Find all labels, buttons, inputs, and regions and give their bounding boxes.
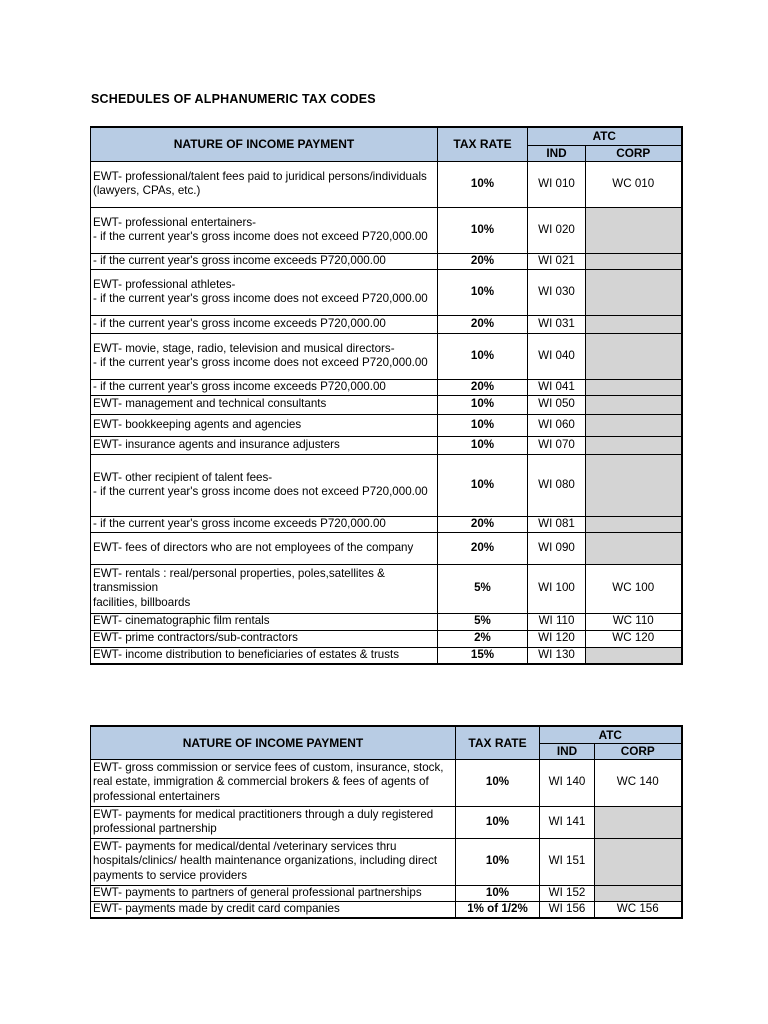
table-row: [91, 395, 682, 414]
nature-cell: EWT- prime contractors/sub-contractors: [91, 630, 438, 647]
atc-ind-cell: WI 050: [528, 395, 586, 414]
tax-rate-cell: 10%: [438, 269, 528, 315]
atc-corp-cell: [586, 532, 682, 564]
tax-rate-cell: 20%: [438, 253, 528, 269]
tax-code-table-1: [90, 126, 683, 665]
atc-ind-cell: WI 060: [528, 414, 586, 436]
nature-cell: EWT- insurance agents and insurance adjusters: [91, 436, 438, 454]
header-nature: NATURE OF INCOME PAYMENT: [91, 127, 438, 161]
table-row: [91, 454, 682, 516]
nature-cell: EWT- bookkeeping agents and agencies: [91, 414, 438, 436]
nature-cell: EWT- professional entertainers- - if the current year's gross income does not exceed P720,000.00: [91, 207, 438, 253]
table-row: [91, 901, 682, 918]
table-row: [91, 516, 682, 532]
nature-cell: EWT- rentals : real/personal properties, poles,satellites & transmission facilities, billboards: [91, 564, 438, 613]
atc-ind-cell: WI 130: [528, 647, 586, 664]
atc-corp-cell: WC 140: [595, 759, 682, 806]
tax-rate-cell: 5%: [438, 564, 528, 613]
atc-ind-cell: WI 140: [540, 759, 595, 806]
tax-rate-cell: 15%: [438, 647, 528, 664]
atc-ind-cell: WI 151: [540, 838, 595, 885]
atc-corp-cell: [595, 885, 682, 901]
atc-ind-cell: WI 040: [528, 333, 586, 379]
table-row: [91, 253, 682, 269]
header-tax-rate: TAX RATE: [456, 726, 540, 759]
table-row: [91, 647, 682, 664]
atc-corp-cell: WC 110: [586, 613, 682, 630]
atc-corp-cell: [586, 454, 682, 516]
nature-cell: EWT- payments for medical practitioners through a duly registered professional partnership: [91, 806, 456, 838]
tax-rate-cell: 10%: [456, 759, 540, 806]
tax-rate-cell: 20%: [438, 532, 528, 564]
nature-cell: EWT- fees of directors who are not employees of the company: [91, 532, 438, 564]
nature-cell: - if the current year's gross income exceeds P720,000.00: [91, 315, 438, 333]
tax-code-table-2: [90, 725, 683, 919]
table-row: [91, 630, 682, 647]
table-row: [91, 269, 682, 315]
nature-cell: EWT- movie, stage, radio, television and musical directors- - if the current year's gross income does not exceed P720,000.00: [91, 333, 438, 379]
tax-rate-cell: 20%: [438, 379, 528, 395]
atc-ind-cell: WI 152: [540, 885, 595, 901]
table-row: [91, 838, 682, 885]
tax-rate-cell: 10%: [438, 207, 528, 253]
atc-ind-cell: WI 030: [528, 269, 586, 315]
tax-rate-cell: 10%: [438, 414, 528, 436]
nature-cell: EWT- professional athletes- - if the current year's gross income does not exceed P720,000.00: [91, 269, 438, 315]
atc-corp-cell: [586, 647, 682, 664]
atc-corp-cell: [586, 315, 682, 333]
atc-ind-cell: WI 141: [540, 806, 595, 838]
nature-cell: EWT- payments for medical/dental /veterinary services thru hospitals/clinics/ health maintenance organizations, including direct payments to service providers: [91, 838, 456, 885]
header-atc: ATC: [528, 127, 682, 145]
table-row: [91, 532, 682, 564]
atc-ind-cell: WI 081: [528, 516, 586, 532]
atc-corp-cell: WC 156: [595, 901, 682, 918]
nature-cell: EWT- income distribution to beneficiaries of estates & trusts: [91, 647, 438, 664]
nature-cell: EWT- management and technical consultants: [91, 395, 438, 414]
atc-corp-cell: [586, 379, 682, 395]
table-row: [91, 161, 682, 207]
atc-ind-cell: WI 031: [528, 315, 586, 333]
nature-cell: - if the current year's gross income exceeds P720,000.00: [91, 379, 438, 395]
table-row: [91, 436, 682, 454]
nature-cell: EWT- payments to partners of general professional partnerships: [91, 885, 456, 901]
tax-rate-cell: 10%: [456, 806, 540, 838]
nature-cell: EWT- professional/talent fees paid to juridical persons/individuals (lawyers, CPAs, etc.): [91, 161, 438, 207]
header-corp: CORP: [586, 145, 682, 161]
atc-ind-cell: WI 100: [528, 564, 586, 613]
tax-rate-cell: 20%: [438, 516, 528, 532]
tax-rate-cell: 10%: [438, 454, 528, 516]
table-row: [91, 806, 682, 838]
atc-ind-cell: WI 120: [528, 630, 586, 647]
table-row: [91, 759, 682, 806]
header-ind: IND: [540, 743, 595, 759]
table-row: [91, 885, 682, 901]
atc-corp-cell: [586, 269, 682, 315]
tax-rate-cell: 10%: [456, 885, 540, 901]
tax-rate-cell: 10%: [438, 436, 528, 454]
nature-cell: EWT- cinematographic film rentals: [91, 613, 438, 630]
atc-ind-cell: WI 090: [528, 532, 586, 564]
atc-corp-cell: [586, 436, 682, 454]
atc-corp-cell: [586, 333, 682, 379]
nature-cell: - if the current year's gross income exceeds P720,000.00: [91, 516, 438, 532]
atc-corp-cell: [586, 207, 682, 253]
table-row: [91, 379, 682, 395]
atc-corp-cell: [586, 516, 682, 532]
atc-corp-cell: [586, 253, 682, 269]
table-row: [91, 207, 682, 253]
tax-rate-cell: 10%: [438, 395, 528, 414]
header-corp: CORP: [595, 743, 682, 759]
atc-ind-cell: WI 041: [528, 379, 586, 395]
nature-cell: EWT- payments made by credit card companies: [91, 901, 456, 918]
table-row: [91, 564, 682, 613]
atc-corp-cell: WC 100: [586, 564, 682, 613]
atc-ind-cell: WI 021: [528, 253, 586, 269]
atc-corp-cell: [586, 414, 682, 436]
atc-ind-cell: WI 080: [528, 454, 586, 516]
tax-rate-cell: 10%: [456, 838, 540, 885]
atc-corp-cell: [595, 838, 682, 885]
tax-rate-cell: 10%: [438, 161, 528, 207]
atc-corp-cell: [586, 395, 682, 414]
atc-ind-cell: WI 110: [528, 613, 586, 630]
atc-ind-cell: WI 020: [528, 207, 586, 253]
table-row: [91, 613, 682, 630]
table-row: [91, 315, 682, 333]
atc-corp-cell: [595, 806, 682, 838]
header-tax-rate: TAX RATE: [438, 127, 528, 161]
table-row: [91, 333, 682, 379]
header-atc: ATC: [540, 726, 682, 743]
tax-rate-cell: 20%: [438, 315, 528, 333]
header-nature: NATURE OF INCOME PAYMENT: [91, 726, 456, 759]
tax-rate-cell: 5%: [438, 613, 528, 630]
header-ind: IND: [528, 145, 586, 161]
atc-ind-cell: WI 156: [540, 901, 595, 918]
nature-cell: - if the current year's gross income exceeds P720,000.00: [91, 253, 438, 269]
atc-ind-cell: WI 070: [528, 436, 586, 454]
tax-rate-cell: 1% of 1/2%: [456, 901, 540, 918]
atc-corp-cell: WC 010: [586, 161, 682, 207]
nature-cell: EWT- other recipient of talent fees- - if the current year's gross income does not exceed P720,000.00: [91, 454, 438, 516]
tax-rate-cell: 2%: [438, 630, 528, 647]
tax-rate-cell: 10%: [438, 333, 528, 379]
table-row: [91, 414, 682, 436]
page-title: SCHEDULES OF ALPHANUMERIC TAX CODES: [91, 92, 376, 106]
atc-corp-cell: WC 120: [586, 630, 682, 647]
atc-ind-cell: WI 010: [528, 161, 586, 207]
nature-cell: EWT- gross commission or service fees of custom, insurance, stock, real estate, immigration & commercial brokers & fees of agents of professional entertainers: [91, 759, 456, 806]
